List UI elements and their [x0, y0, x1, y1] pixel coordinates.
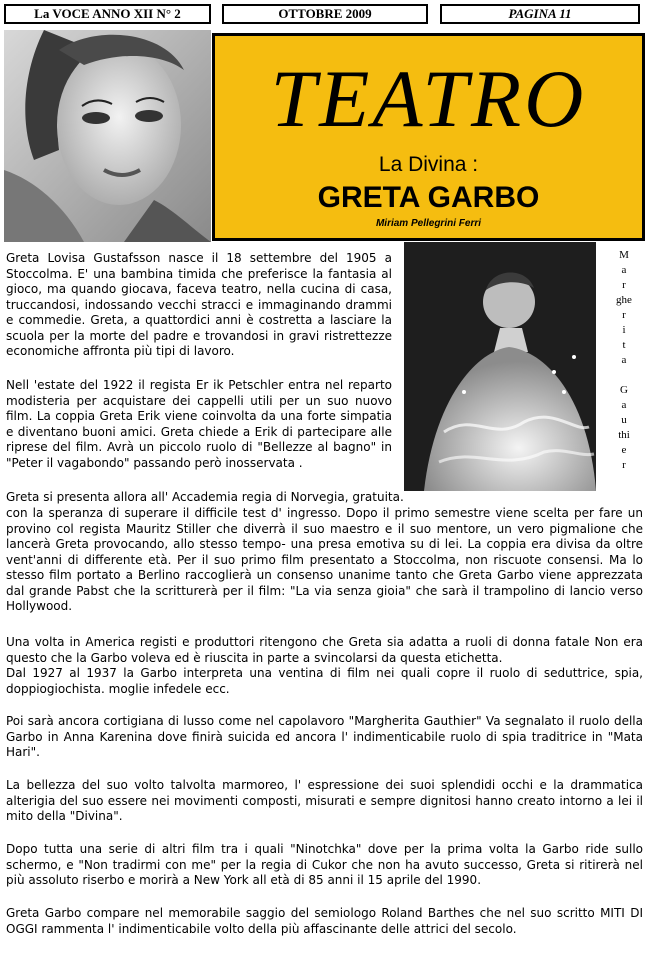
paragraph-1: Greta Lovisa Gustafsson nasce il 18 settembre del 1905 a Stoccolma. E' una bambina timida che preferisce la fantasia al gioco, ma quando giocava, faceva teatro, nella cucina di casa, truccandosi, indossando vecchi stracci e immaginando drammi e commedie. Greta, a quattordici anni è costretta a lasciare la scuola per la morte del padre e trovandosi in gravi ristrettezze economiche affronta più tipi di lavoro. — [6, 251, 392, 358]
kicker: La Divina : — [378, 153, 479, 176]
paragraph-10: Greta Garbo compare nel memorabile saggio del semiologo Roland Barthes che nel suo scritto MITI DI OGGI rammenta l' indimenticabile volto della più affascinante delle attrici del secolo. — [6, 906, 643, 936]
paragraph-2: Nell 'estate del 1922 il regista Er ik Petschler entra nel reparto modisteria per acquistare dei cappelli utili per un suo nuovo film. La coppia Greta Erik viene coinvolta da una forte simpatia e diventano buoni amici. Greta chiede a Erik di partecipare alle riprese del film. Avrà un piccolo ruolo di "Bellezze al bagno" in "Peter il vagabondo" passando però inosservata . — [6, 378, 392, 470]
paragraph-5: Una volta in America registi e produttori ritengono che Greta sia adatta a ruoli di donna fatale Non era questo che la Garbo voleva ed è riuscita in parte a svincolarsi da questa etichetta. — [6, 635, 643, 665]
author-byline: Miriam Pellegrini Ferri — [375, 218, 482, 229]
title-panel — [212, 33, 645, 241]
article-title: GRETA GARBO — [317, 181, 540, 214]
paragraph-9: Dopo tutta una serie di altri film tra i quali "Ninotchka" dove per la prima volta la Garbo ride sullo schermo, e "Non tradirmi con me" per la regia di Cukor che non ha avuto successo, Greta si ritirerà nel più assoluto riserbo e morirà a New York all età di 85 anni il 15 aprile del 1990. — [6, 842, 643, 887]
date-label: OTTOBRE 2009 — [222, 4, 428, 24]
paragraph-3: Greta si presenta allora all' Accademia regia di Norvegia, gratuita. — [6, 490, 404, 504]
dress-photo — [404, 242, 596, 491]
page-number: PAGINA 11 — [440, 4, 640, 24]
paragraph-7: Poi sarà ancora cortigiana di lusso come nel capolavoro "Margherita Gauthier" Va segnalato il ruolo della Garbo in Anna Karenina dove finirà suicida ed ancora l' indimenticabile ruolo di spia traditrice in "Mata Hari". — [6, 714, 643, 759]
issue-label: La VOCE ANNO XII N° 2 — [4, 4, 211, 24]
paragraph-4: con la speranza di superare il difficile test d' ingresso. Dopo il primo semestre viene scelta per fare un provino col regista Mauritz Stiller che diverrà il suo maestro e il suo mentore, un vero pigmalione che lancerà Greta provocando, allo stesso tempo- una presa emotiva su di lei. La coppia era divisa da oltre vent'anni di differente età. Per il suo primo film presentato a Stoccolma, non riscuote consensi. Ma lo stesso film portato a Berlino raccoglierà un consenso unanime tanto che Greta Garbo viene apprezzata dal grande Pabst che la scritturerà per il film: "La via senza gioia" che sarà il trampolino di lancio verso Hollywood. — [6, 506, 643, 613]
photo-credit: M a r ghe r i t a G a u thi e r — [616, 249, 632, 471]
paragraph-8: La bellezza del suo volto talvolta marmoreo, l' espressione dei suoi splendidi occhi e la drammatica alterigia del suo essere nei movimenti composti, misurati e sempre dignitosi hanno creato intorno a lei il mito della "Divina". — [6, 778, 643, 823]
section-title: TEATRO — [270, 53, 587, 144]
portrait-photo — [4, 30, 211, 242]
paragraph-6: Dal 1927 al 1937 la Garbo interpreta una ventina di film nei quali copre il ruolo di seduttrice, spia, doppiogiochista. moglie infedele ecc. — [6, 666, 643, 696]
